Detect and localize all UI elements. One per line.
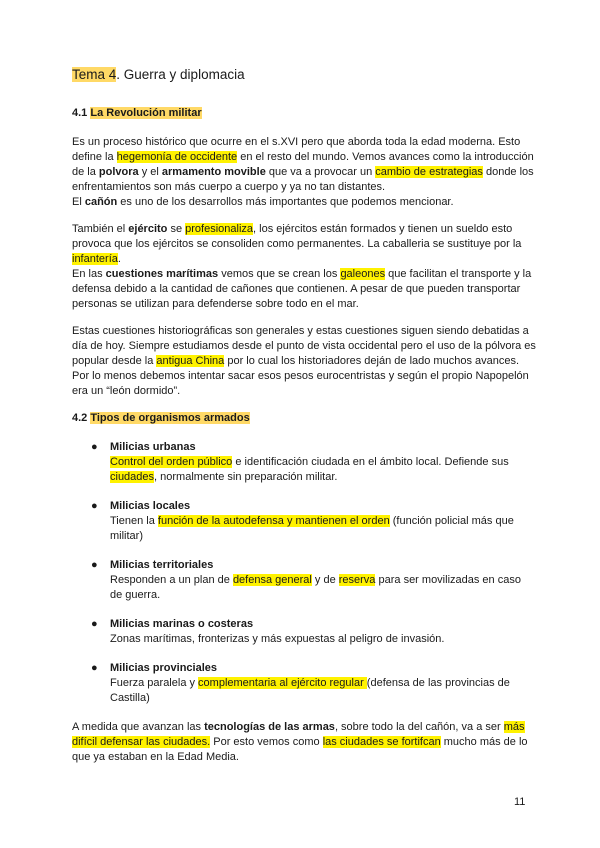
section-label: Tipos de organismos armados bbox=[90, 412, 250, 424]
highlight: más difícil defensar las ciudades. bbox=[72, 721, 525, 748]
text-run: vemos que se crean los bbox=[218, 268, 341, 280]
paragraph-historiografia bbox=[72, 324, 536, 399]
text-run: . bbox=[117, 253, 121, 265]
text-run: mucho más de lo que ya estaban en la Edad Media. bbox=[72, 736, 528, 763]
text-run: Es un proceso histórico que ocurre en el s.XVI pero que aborda toda la edad moderna. Esto define la bbox=[72, 136, 521, 163]
text-run: Por esto vemos como bbox=[210, 736, 323, 748]
text-run: Zonas marítimas, fronterizas y más expuestas al peligro de invasión. bbox=[110, 633, 445, 645]
text-run: e identificación ciudada en el ámbito local. Defiende sus bbox=[232, 456, 509, 468]
list-item-milicias-marinas bbox=[91, 617, 536, 647]
bold-term: cañón bbox=[84, 196, 118, 208]
page-number: 11 bbox=[514, 796, 526, 808]
list-item-milicias-urbanas bbox=[91, 440, 536, 485]
section-heading-revolucion bbox=[72, 106, 536, 121]
highlight: defensa general bbox=[232, 574, 312, 586]
highlight: reserva bbox=[338, 574, 376, 586]
text-run: se bbox=[167, 223, 186, 235]
highlight: antigua China bbox=[156, 355, 225, 367]
item-title: Milicias locales bbox=[110, 500, 191, 512]
bullet-icon: ● bbox=[91, 662, 98, 674]
text-run: que facilitan el transporte y la defensa debido a la cantidad de cañones que contienen. A pesar de que pueden transportar personas se utilizan para defenderse sobre todo en el mar. bbox=[72, 268, 532, 310]
text-run: (función policial más que militar) bbox=[110, 515, 514, 542]
text-run: donde los enfrentamientos son más cuerpo a cuerpo y ya no tan distantes. bbox=[72, 166, 534, 193]
paragraph-conclusion bbox=[72, 720, 536, 765]
text-run: También el bbox=[72, 223, 129, 235]
text-run: Fuerza paralela y bbox=[110, 677, 199, 689]
bold-term: cuestiones marítimas bbox=[105, 268, 219, 280]
text-run: es uno de los desarrollos más importantes que podemos mencionar. bbox=[117, 196, 454, 208]
text-run: El bbox=[72, 196, 85, 208]
bold-term: ejército bbox=[128, 223, 168, 235]
highlight: ciudades bbox=[110, 471, 155, 483]
section-heading-organismos bbox=[72, 411, 536, 426]
item-title: Milicias provinciales bbox=[110, 662, 217, 674]
list-item-milicias-provinciales bbox=[91, 661, 536, 706]
bold-term: polvora bbox=[98, 166, 139, 178]
list-item-milicias-territoriales bbox=[91, 558, 536, 603]
list-item-milicias-locales bbox=[91, 499, 536, 544]
page-title bbox=[72, 66, 536, 84]
title-topic-highlight: Tema 4 bbox=[72, 67, 117, 82]
bullet-icon: ● bbox=[91, 500, 98, 512]
bullet-icon: ● bbox=[91, 618, 98, 630]
text-run: Estas cuestiones historiográficas son generales y estas cuestiones siguen siendo debatidas a día de hoy. Siempre estudiamos desde el punto de vista occidental pero el uso de la pólvora es popular desde la bbox=[72, 325, 536, 367]
bold-term: armamento movible bbox=[161, 166, 266, 178]
item-title: Milicias territoriales bbox=[110, 559, 214, 571]
text-run: , sobre todo la del cañón, va a ser bbox=[334, 721, 504, 733]
text-run: A medida que avanzan las bbox=[72, 721, 205, 733]
text-run: Responden a un plan de bbox=[110, 574, 233, 586]
text-run: En las bbox=[72, 268, 106, 280]
bullet-icon: ● bbox=[91, 559, 98, 571]
section-number: 4.2 bbox=[72, 412, 91, 424]
text-run: Tienen la bbox=[110, 515, 158, 527]
document-page bbox=[72, 66, 536, 777]
text-run: para ser movilizadas en caso de guerra. bbox=[110, 574, 521, 601]
militias-list bbox=[72, 440, 536, 706]
section-number: 4.1 bbox=[72, 107, 91, 119]
text-run: , normalmente sin preparación militar. bbox=[154, 471, 338, 483]
highlight: cambio de estrategias bbox=[375, 166, 483, 178]
title-text: . Guerra y diplomacia bbox=[116, 67, 245, 82]
bold-term: tecnologías de las armas bbox=[204, 721, 335, 733]
highlight: función de la autodefensa y mantienen el orden bbox=[157, 515, 390, 527]
item-title: Milicias marinas o costeras bbox=[110, 618, 254, 630]
text-run: por lo cual los historiadores deján de lado muchos avances. Por lo menos debemos intentar sacar esos pesos eurocentristas y según el propio Napopelón era un “león dormido”. bbox=[72, 355, 529, 397]
text-run: que va a provocar un bbox=[265, 166, 376, 178]
paragraph-ejercito bbox=[72, 222, 536, 312]
highlight: profesionaliza bbox=[185, 223, 254, 235]
item-title: Milicias urbanas bbox=[110, 441, 196, 453]
highlight: galeones bbox=[340, 268, 386, 280]
text-run: y de bbox=[311, 574, 339, 586]
highlight: Control del orden público bbox=[110, 456, 233, 468]
highlight: infantería bbox=[72, 253, 118, 265]
section-label: La Revolución militar bbox=[90, 107, 202, 119]
bullet-icon: ● bbox=[91, 441, 98, 453]
text-run: , los ejércitos están formados y tienen un sueldo esto provoca que los ejércitos se consoliden como permanentes. La caballeria se sustituye por la bbox=[72, 223, 522, 250]
highlight: hegemonía de occidente bbox=[116, 151, 238, 163]
paragraph-revolucion-intro bbox=[72, 135, 536, 210]
text-run: y el bbox=[138, 166, 162, 178]
highlight: complementaria al ejército regular bbox=[198, 677, 367, 689]
text-run: en el resto del mundo. Vemos avances como la introducción de la bbox=[72, 151, 534, 178]
highlight: las ciudades se fortifcan bbox=[322, 736, 441, 748]
text-run: (defensa de las provincias de Castilla) bbox=[110, 677, 510, 704]
